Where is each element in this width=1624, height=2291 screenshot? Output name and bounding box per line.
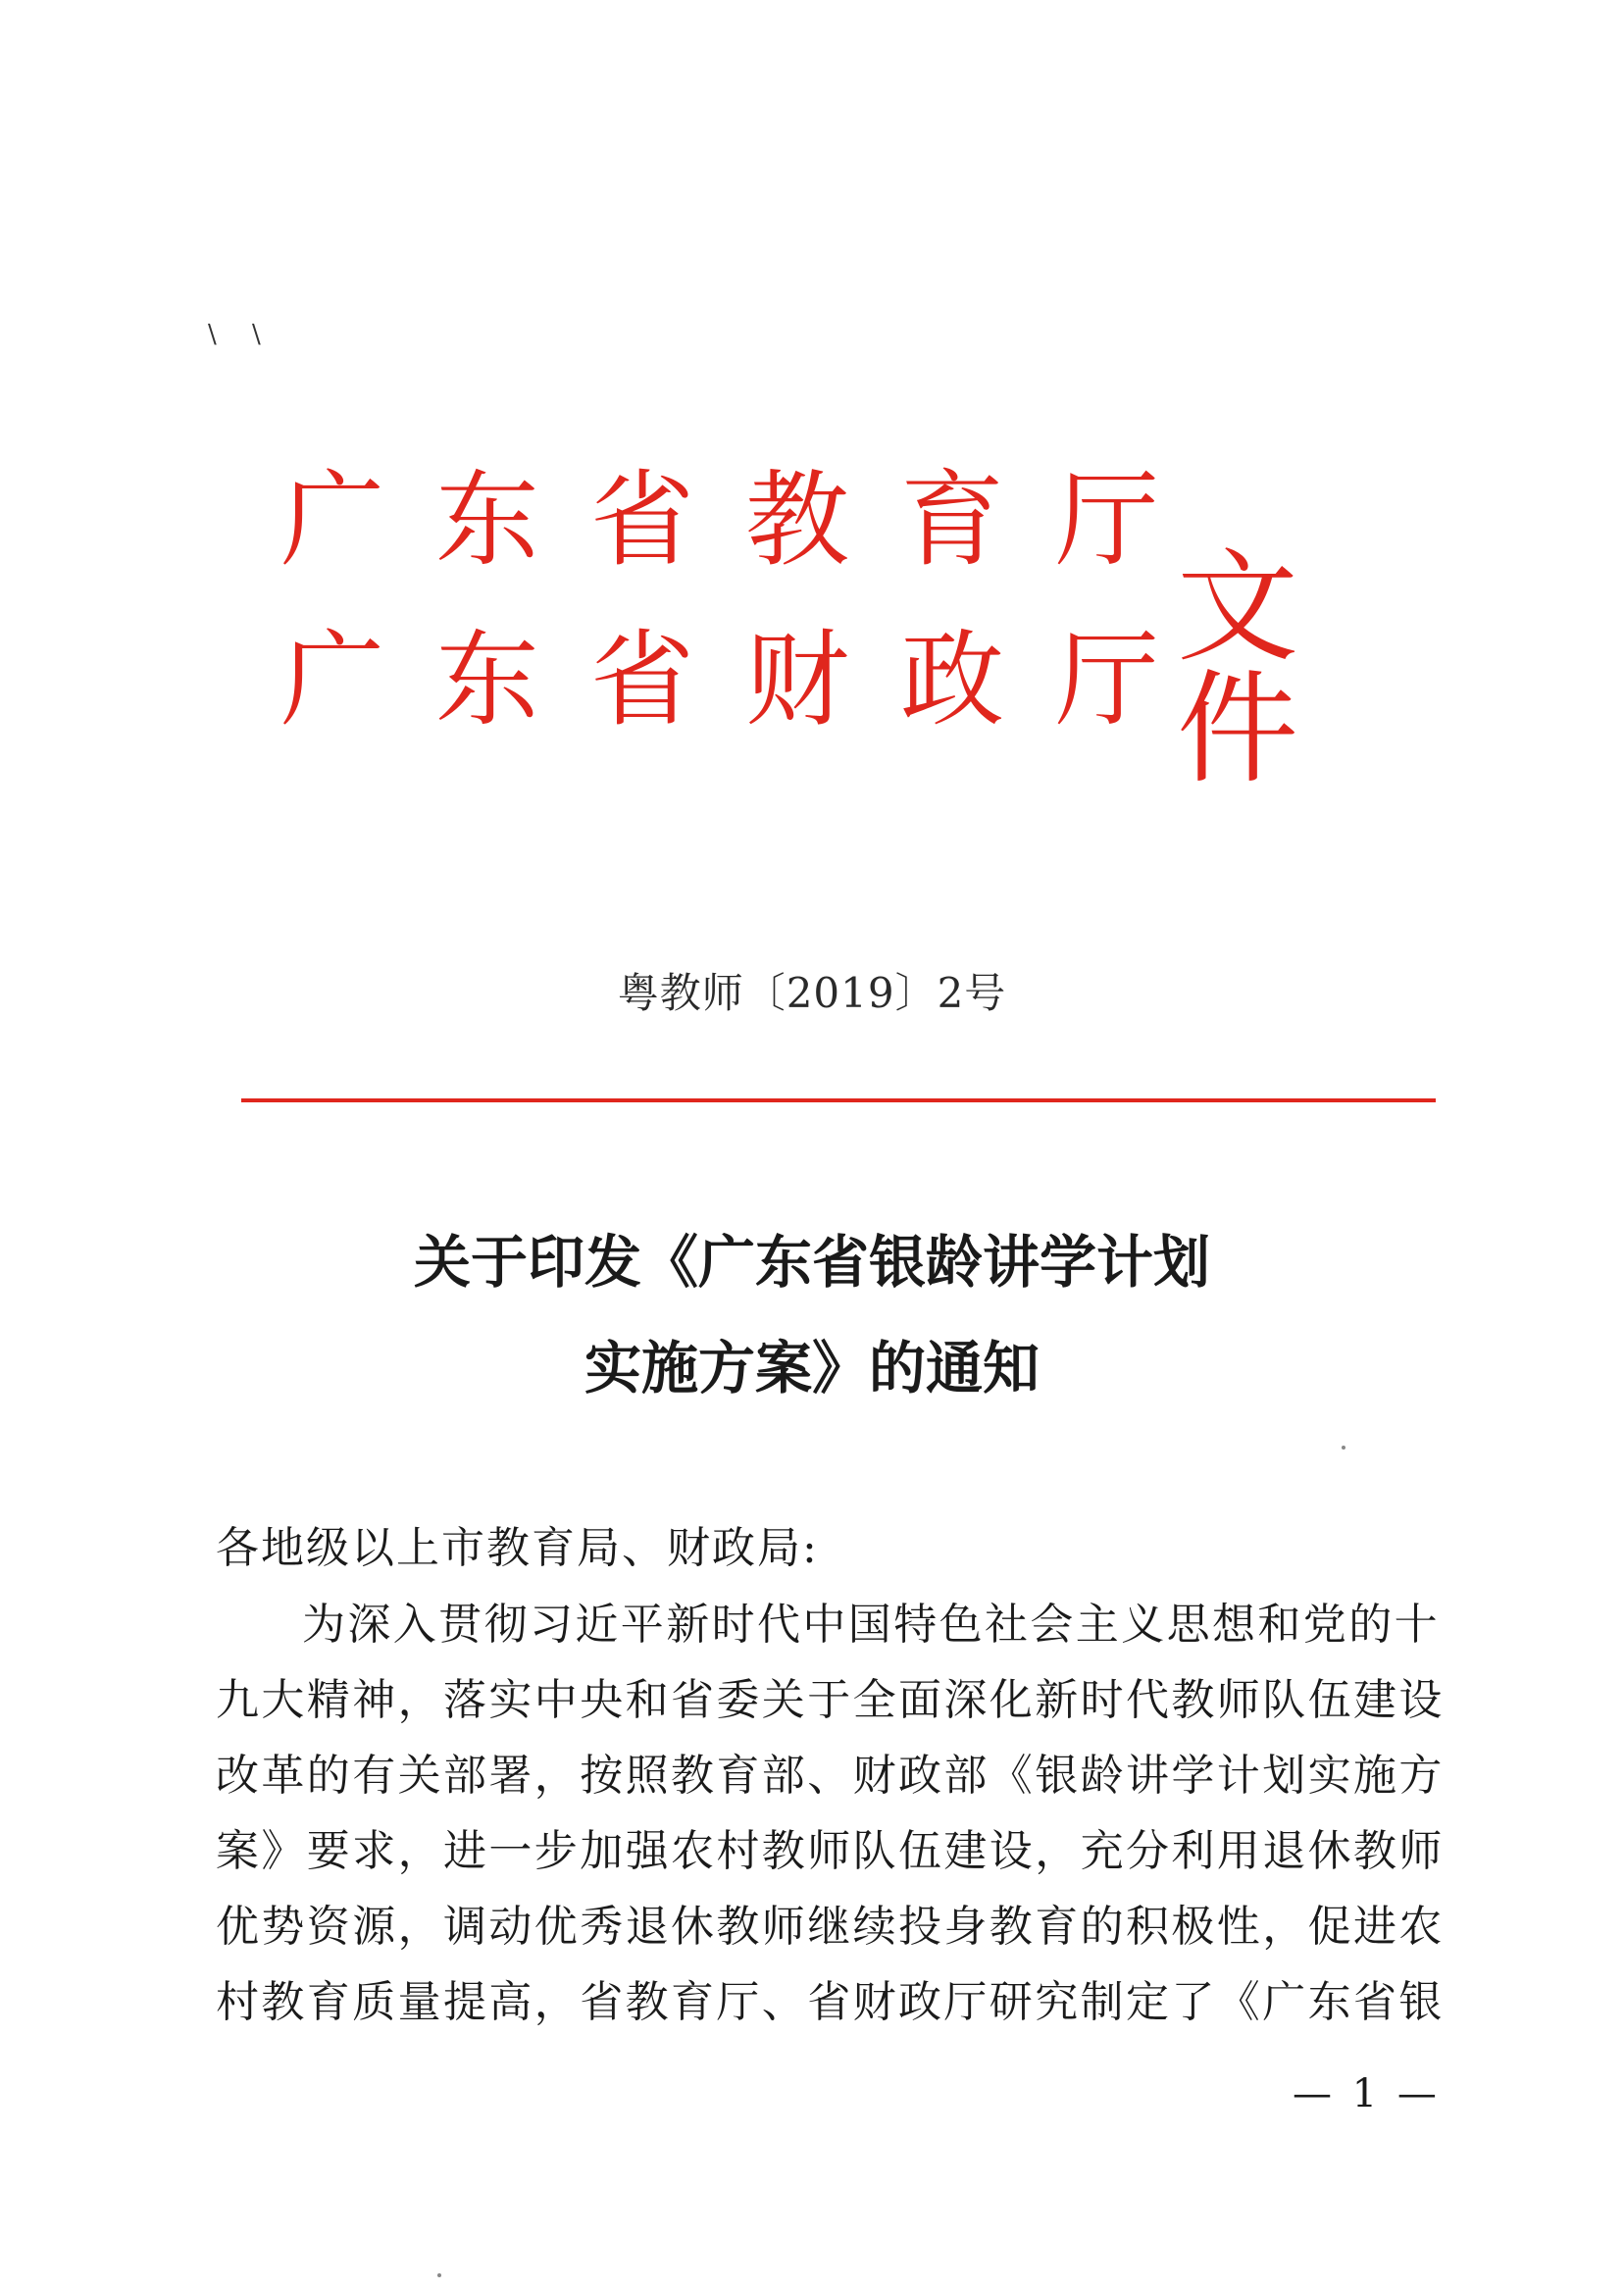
issuer-line-education [279, 460, 1161, 581]
document-title-line-1: 关于印发《广东省银龄讲学计划 [413, 1229, 1210, 1296]
issuer-char: 广 [280, 460, 384, 581]
issuer-char: 财 [745, 620, 849, 740]
body-line: 为深入贯彻习近平新时代中国特色社会主义思想和党的十 [302, 1600, 1440, 1650]
issuer-char: 厅 [1055, 460, 1159, 581]
document-suffix: 文件 [1177, 537, 1294, 800]
scan-speck [437, 2273, 441, 2277]
page-number: — 1 — [1293, 2071, 1441, 2116]
document-title-line-2: 实施方案》的通知 [584, 1335, 1040, 1401]
issuer-char: 省 [590, 460, 694, 581]
document-number: 粤教师〔2019〕2号 [617, 969, 1007, 1017]
salutation: 各地级以上市教育局、财政局: [216, 1523, 819, 1573]
issuer-line-finance [279, 620, 1161, 740]
body-line: 改革的有关部署，按照教育部、财政部《银龄讲学计划实施方 [216, 1751, 1445, 1801]
issuer-char: 省 [590, 620, 694, 740]
issuer-char: 东 [435, 620, 539, 740]
scan-speck [1342, 1446, 1345, 1450]
scan-mark: \ \ [208, 320, 275, 349]
issuer-char: 教 [745, 460, 849, 581]
issuer-char: 广 [280, 620, 384, 740]
issuer-header [279, 460, 1396, 800]
body-line: 优势资源，调动优秀退休教师继续投身教育的积极性，促进农 [216, 1902, 1445, 1952]
body-line: 村教育质量提高，省教育厅、省财政厅研究制定了《广东省银 [216, 1977, 1445, 2027]
issuer-char: 育 [900, 460, 1004, 581]
body-line: 案》要求，进一步加强农村教师队伍建设，充分利用退休教师 [216, 1826, 1445, 1876]
issuer-char: 厅 [1055, 620, 1159, 740]
issuer-char: 政 [900, 620, 1004, 740]
issuer-char: 东 [435, 460, 539, 581]
red-divider-line [241, 1098, 1436, 1102]
body-line: 九大精神，落实中央和省委关于全面深化新时代教师队伍建设 [216, 1675, 1445, 1725]
